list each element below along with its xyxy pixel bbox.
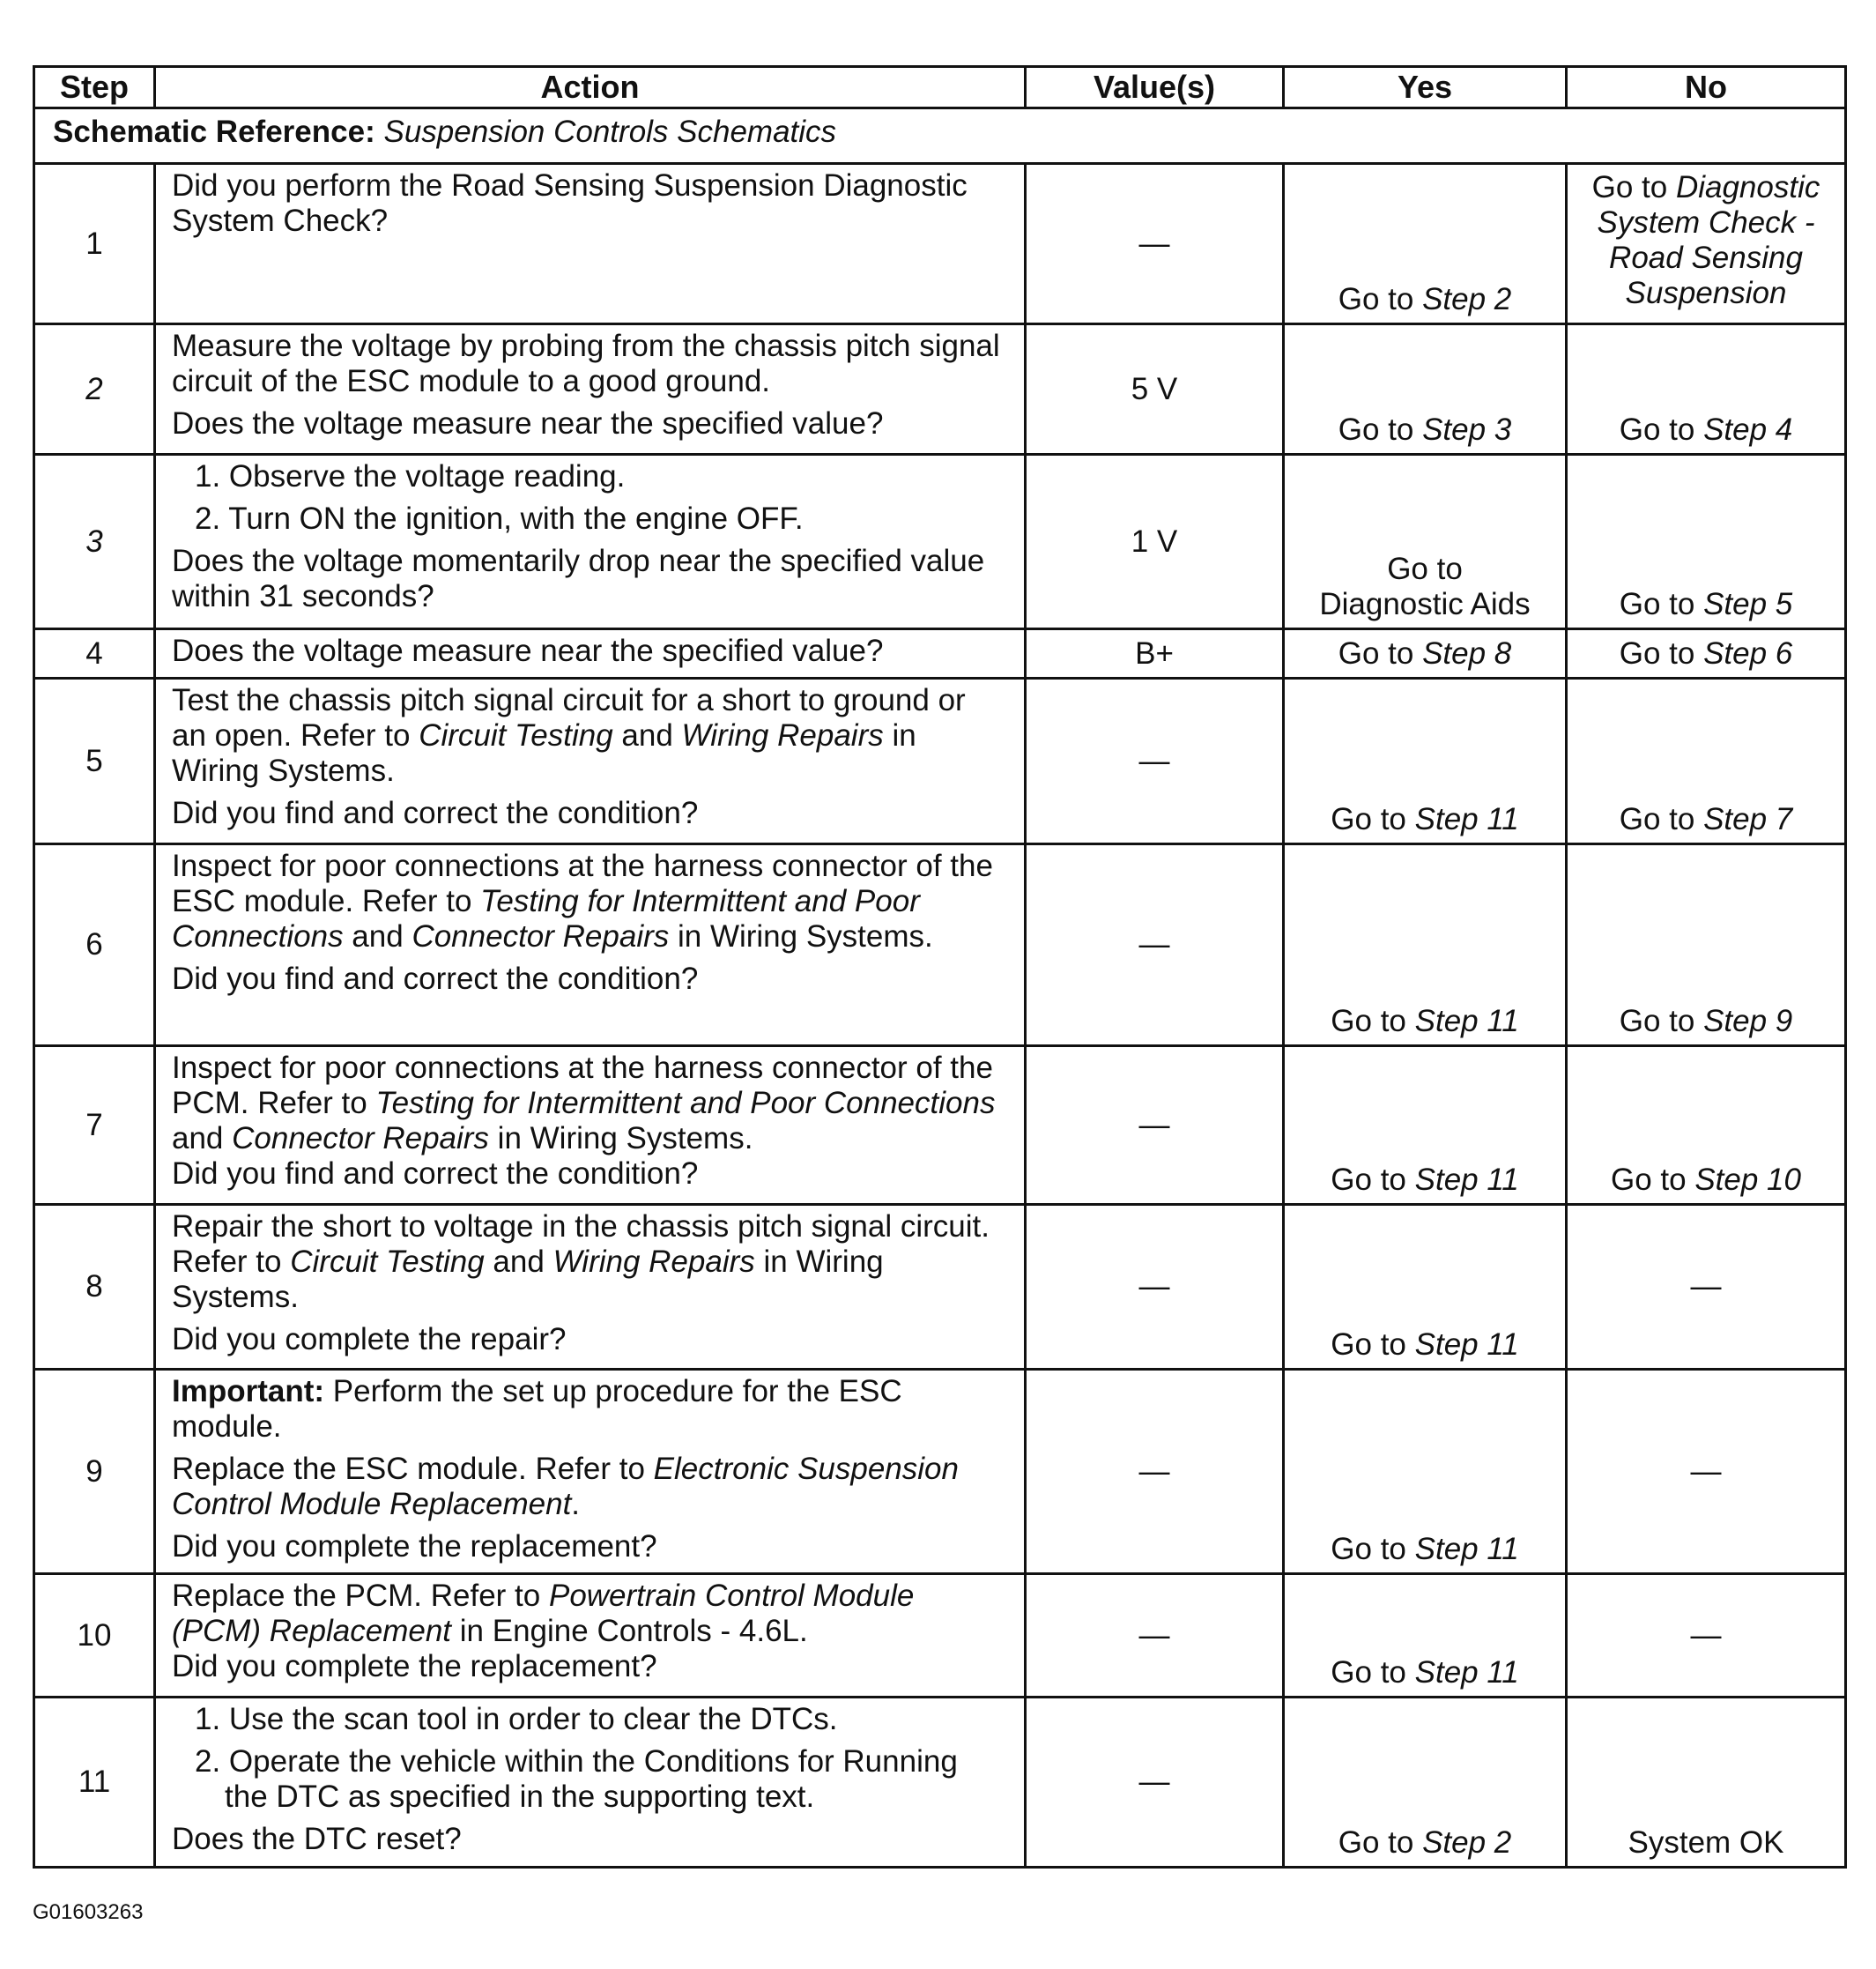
- header-action: Action: [155, 67, 1026, 108]
- action-text: Replace the ESC module. Refer to Electronic Suspension Control Module Replacement.: [172, 1452, 959, 1521]
- table-row: [34, 1205, 1846, 1370]
- no-cell: —: [1567, 1370, 1846, 1574]
- table-row: [34, 455, 1846, 629]
- yes-prefix: Go to: [1331, 1655, 1415, 1690]
- diagnostic-table: [33, 65, 1847, 1869]
- value-cell: B+: [1026, 629, 1284, 679]
- value-cell: —: [1026, 1370, 1284, 1574]
- action-text: Inspect for poor connections at the harness connector of the ESC module. Refer to Testing for Intermittent and Poor Connections and Connector Repairs in Wiring Systems.: [172, 849, 993, 954]
- action-text: Inspect for poor connections at the harness connector of the PCM. Refer to Testing for Intermittent and Poor Connections and Connector Repairs in Wiring Systems.: [172, 1051, 996, 1155]
- value-cell: 1 V: [1026, 455, 1284, 629]
- yes-link: Step 2: [1422, 282, 1512, 316]
- yes-link: Step 2: [1422, 1825, 1512, 1860]
- action-cell: [155, 629, 1026, 679]
- step-number: 6: [34, 844, 155, 1046]
- header-values: Value(s): [1026, 67, 1284, 108]
- yes-link: Step 11: [1414, 1655, 1519, 1690]
- action-list-item: 1. Observe the voltage reading.: [195, 459, 626, 494]
- no-cell: —: [1567, 1574, 1846, 1698]
- yes-prefix: Go to: [1331, 1327, 1415, 1362]
- yes-link: Step 3: [1422, 412, 1512, 447]
- action-list-item: 1. Use the scan tool in order to clear the DTCs.: [195, 1702, 838, 1736]
- value-cell: —: [1026, 1698, 1284, 1868]
- no-cell: [1567, 844, 1846, 1046]
- no-cell: [1567, 679, 1846, 844]
- schematic-link: Suspension Controls Schematics: [383, 115, 837, 149]
- header-step: Step: [34, 67, 155, 108]
- yes-cell: [1284, 844, 1567, 1046]
- step-number: 2: [34, 324, 155, 455]
- no-link: Diagnostic System Check - Road Sensing Suspension: [1597, 170, 1820, 310]
- no-link: Step 7: [1703, 802, 1793, 836]
- yes-cell: [1284, 1205, 1567, 1370]
- action-cell: [155, 164, 1026, 324]
- yes-cell: [1284, 1574, 1567, 1698]
- action-text: Replace the PCM. Refer to Powertrain Control Module (PCM) Replacement in Engine Controls - 4.6L.: [172, 1579, 915, 1648]
- step-number: 5: [34, 679, 155, 844]
- header-no: No: [1567, 67, 1846, 108]
- yes-link: Step 11: [1414, 1327, 1519, 1362]
- action-cell: [155, 1046, 1026, 1205]
- value-cell: —: [1026, 1205, 1284, 1370]
- no-link: Step 4: [1703, 412, 1793, 447]
- yes-prefix: Go to: [1331, 802, 1415, 836]
- yes-prefix: Go to: [1331, 1004, 1415, 1038]
- action-cell: [155, 1205, 1026, 1370]
- no-cell: —: [1567, 1205, 1846, 1370]
- table-row: [34, 324, 1846, 455]
- action-question: Did you find and correct the condition?: [172, 1156, 699, 1191]
- figure-code: G01603263: [33, 1900, 144, 1924]
- schematic-reference: [34, 108, 1846, 164]
- action-cell: [155, 324, 1026, 455]
- table-row: [34, 629, 1846, 679]
- action-question: Did you find and correct the condition?: [172, 962, 699, 996]
- no-link: Step 9: [1703, 1004, 1793, 1038]
- no-cell: [1567, 164, 1846, 324]
- no-cell: [1567, 629, 1846, 679]
- action-cell: [155, 1698, 1026, 1868]
- action-text: Measure the voltage by probing from the chassis pitch signal circuit of the ESC module to a good ground.: [172, 329, 1000, 398]
- yes-cell: [1284, 455, 1567, 629]
- yes-cell: [1284, 1698, 1567, 1868]
- header-yes: Yes: [1284, 67, 1567, 108]
- action-question: Did you find and correct the condition?: [172, 796, 699, 830]
- action-question: Did you complete the repair?: [172, 1322, 567, 1356]
- value-cell: —: [1026, 1574, 1284, 1698]
- no-link: Step 10: [1694, 1163, 1801, 1197]
- action-cell: [155, 844, 1026, 1046]
- diagnostic-table-container: [33, 65, 1844, 1869]
- yes-prefix: Go to: [1338, 282, 1423, 316]
- value-cell: —: [1026, 164, 1284, 324]
- action-question: Did you complete the replacement?: [172, 1649, 657, 1683]
- action-question: Did you complete the replacement?: [172, 1529, 657, 1564]
- step-number: 7: [34, 1046, 155, 1205]
- schematic-label: Schematic Reference:: [53, 115, 375, 149]
- yes-link: Step 8: [1422, 636, 1512, 671]
- no-cell: [1567, 1046, 1846, 1205]
- step-number: 8: [34, 1205, 155, 1370]
- step-number: 9: [34, 1370, 155, 1574]
- yes-cell: [1284, 679, 1567, 844]
- value-cell: 5 V: [1026, 324, 1284, 455]
- yes-link: Step 11: [1414, 1004, 1519, 1038]
- no-prefix: Go to: [1619, 636, 1704, 671]
- yes-cell: [1284, 324, 1567, 455]
- important-note: Important: Perform the set up procedure for the ESC module.: [172, 1374, 902, 1444]
- yes-prefix: Go to: [1331, 1532, 1415, 1566]
- no-cell: System OK: [1567, 1698, 1846, 1868]
- no-prefix: Go to: [1619, 587, 1704, 621]
- table-row: [34, 1046, 1846, 1205]
- yes-link: Step 11: [1414, 1532, 1519, 1566]
- schematic-row: [34, 108, 1846, 164]
- action-cell: [155, 1370, 1026, 1574]
- step-number: 3: [34, 455, 155, 629]
- no-cell: [1567, 455, 1846, 629]
- action-list-item: 2. Operate the vehicle within the Conditions for Running the DTC as specified in the supporting text.: [195, 1744, 958, 1814]
- action-list-item: 2. Turn ON the ignition, with the engine OFF.: [195, 502, 804, 536]
- no-prefix: Go to: [1619, 412, 1704, 447]
- yes-link: Step 11: [1414, 802, 1519, 836]
- header-row: [34, 67, 1846, 108]
- table-row: [34, 1698, 1846, 1868]
- no-link: Step 6: [1703, 636, 1793, 671]
- action-text: Repair the short to voltage in the chassis pitch signal circuit. Refer to Circuit Testing and Wiring Repairs in Wiring Systems.: [172, 1209, 990, 1314]
- action-text: Did you perform the Road Sensing Suspension Diagnostic System Check?: [172, 168, 968, 238]
- action-cell: [155, 455, 1026, 629]
- action-text: Test the chassis pitch signal circuit for a short to ground or an open. Refer to Circuit Testing and Wiring Repairs in Wiring Systems.: [172, 683, 966, 788]
- value-cell: —: [1026, 844, 1284, 1046]
- no-prefix: Go to: [1619, 802, 1704, 836]
- yes-link: Step 11: [1414, 1163, 1519, 1197]
- yes-prefix: Go to: [1387, 552, 1463, 586]
- table-row: [34, 1370, 1846, 1574]
- no-prefix: Go to: [1591, 170, 1676, 204]
- no-prefix: Go to: [1619, 1004, 1704, 1038]
- yes-cell: [1284, 1370, 1567, 1574]
- no-link: Step 5: [1703, 587, 1793, 621]
- step-number: 11: [34, 1698, 155, 1868]
- step-number: 1: [34, 164, 155, 324]
- action-cell: [155, 679, 1026, 844]
- action-cell: [155, 1574, 1026, 1698]
- action-question: Does the DTC reset?: [172, 1822, 462, 1856]
- yes-link: Diagnostic Aids: [1319, 587, 1531, 621]
- no-prefix: Go to: [1611, 1163, 1695, 1197]
- no-cell: [1567, 324, 1846, 455]
- table-row: [34, 844, 1846, 1046]
- yes-prefix: Go to: [1331, 1163, 1415, 1197]
- action-question: Does the voltage measure near the specified value?: [172, 406, 884, 441]
- yes-prefix: Go to: [1338, 412, 1423, 447]
- value-cell: —: [1026, 1046, 1284, 1205]
- value-cell: —: [1026, 679, 1284, 844]
- yes-prefix: Go to: [1338, 1825, 1423, 1860]
- table-row: [34, 164, 1846, 324]
- step-number: 10: [34, 1574, 155, 1698]
- yes-cell: [1284, 629, 1567, 679]
- yes-cell: [1284, 164, 1567, 324]
- action-question: Does the voltage momentarily drop near the specified value within 31 seconds?: [172, 544, 985, 613]
- table-row: [34, 1574, 1846, 1698]
- step-number: 4: [34, 629, 155, 679]
- yes-cell: [1284, 1046, 1567, 1205]
- table-row: [34, 679, 1846, 844]
- yes-prefix: Go to: [1338, 636, 1423, 671]
- action-question: Does the voltage measure near the specified value?: [172, 634, 884, 668]
